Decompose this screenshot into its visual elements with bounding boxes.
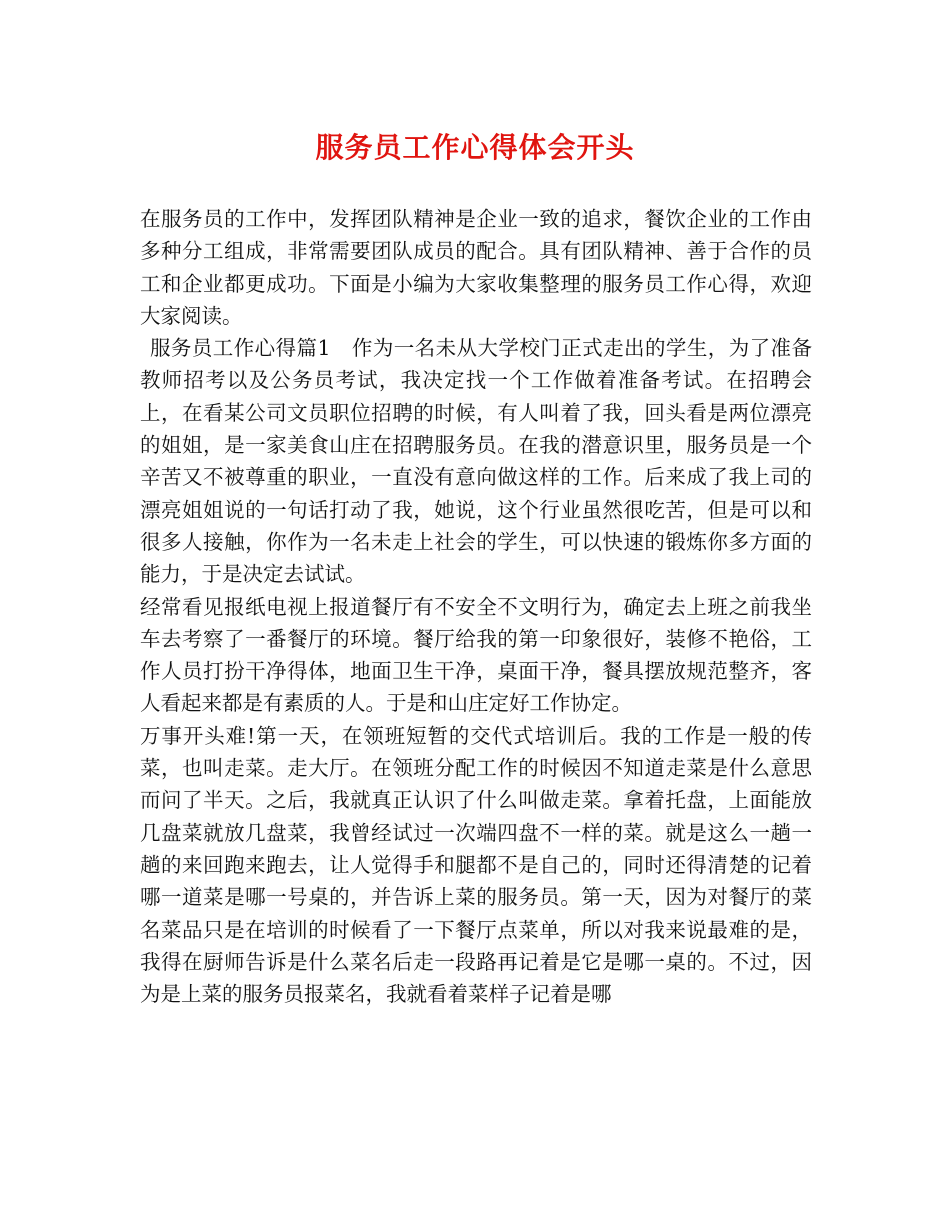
document-body: [140, 203, 812, 1010]
paragraph-intro: 在服务员的工作中，发挥团队精神是企业一致的追求，餐饮企业的工作由多种分工组成，非常需要团队成员的配合。具有团队精神、善于合作的员工和企业都更成功。下面是小编为大家收集整理的服务员工作心得，欢迎大家阅读。: [140, 207, 812, 328]
paragraph-first-day: 万事开头难!第一天，在领班短暂的交代式培训后。我的工作是一般的传菜，也叫走菜。走大厅。在领班分配工作的时候因不知道走菜是什么意思而问了半天。之后，我就真正认识了什么叫做走菜。拿着托盘，上面能放几盘菜就放几盘菜，我曾经试过一次端四盘不一样的菜。就是这么一趟一趟的来回跑来跑去，让人觉得手和腿都不是自己的，同时还得清楚的记着哪一道菜是哪一号桌的，并告诉上菜的服务员。第一天，因为对餐厅的菜名菜品只是在培训的时候看了一下餐厅点菜单，所以对我来说最难的是，我得在厨师告诉是什么菜名后走一段路再记着是它是哪一桌的。不过，因为是上菜的服务员报菜名，我就看着菜样子记着是哪: [140, 723, 812, 1007]
paragraph-part-1: 服务员工作心得篇1 作为一名未从大学校门正式走出的学生，为了准备教师招考以及公务员考试，我决定找一个工作做着准备考试。在招聘会上，在看某公司文员职位招聘的时候，有人叫着了我，回头看是两位漂亮的姐姐，是一家美食山庄在招聘服务员。在我的潜意识里，服务员是一个辛苦又不被尊重的职业，一直没有意向做这样的工作。后来成了我上司的漂亮姐姐说的一句话打动了我，她说，这个行业虽然很吃苦，但是可以和很多人接触，你作为一名未走上社会的学生，可以快速的锻炼你多方面的能力，于是决定去试试。: [140, 336, 812, 587]
document-title: 服务员工作心得体会开头: [315, 131, 635, 164]
paragraph-restaurant-inspection: 经常看见报纸电视上报道餐厅有不安全不文明行为，确定去上班之前我坐车去考察了一番餐厅的环境。餐厅给我的第一印象很好，装修不艳俗，工作人员打扮干净得体，地面卫生干净，桌面干净，餐具摆放规范整齐，客人看起来都是有素质的人。于是和山庄定好工作协定。: [140, 594, 812, 716]
